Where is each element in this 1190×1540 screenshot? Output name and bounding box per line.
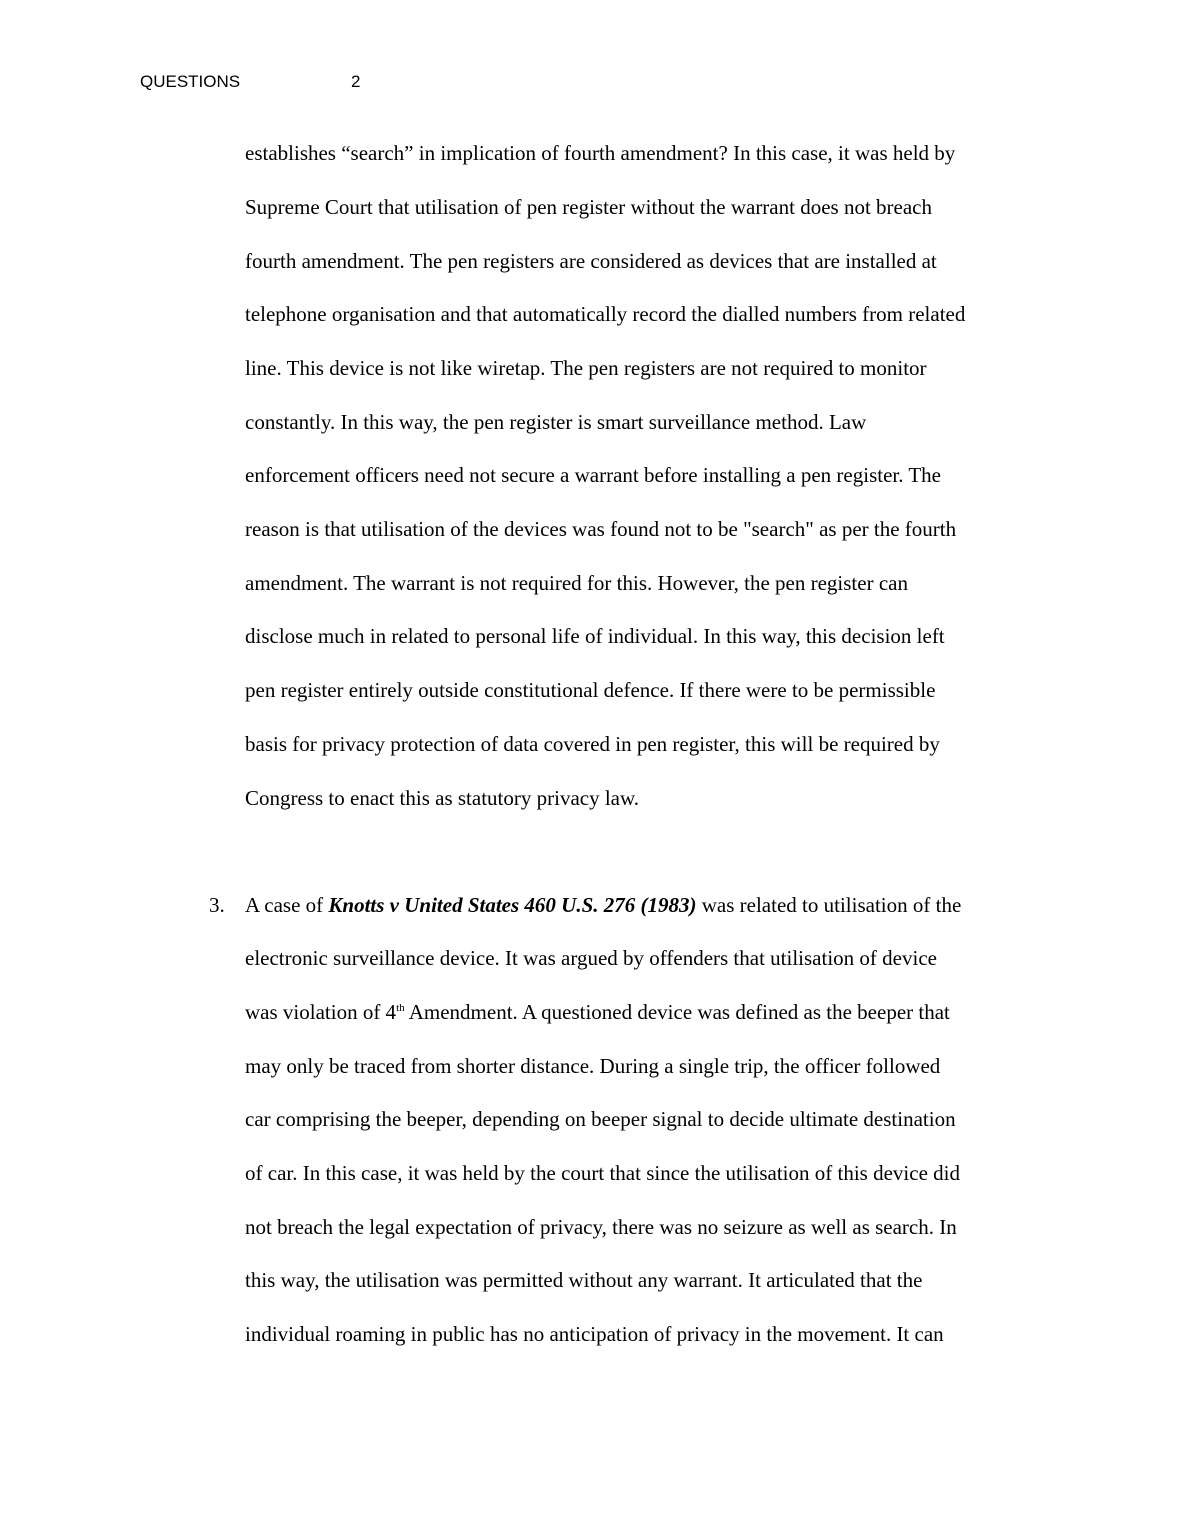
paragraph-line — [245, 895, 961, 916]
paragraph-line: enforcement officers need not secure a warrant before installing a pen register. The — [245, 463, 942, 487]
paragraph-line: this way, the utilisation was permitted without any warrant. It articulated that the — [245, 1268, 923, 1292]
line-text: was related to utilisation of the — [696, 893, 962, 917]
paragraph-line: Supreme Court that utilisation of pen register without the warrant does not breach — [245, 195, 932, 219]
list-item-number: 3. — [209, 893, 225, 917]
line-text: A case of — [245, 893, 329, 917]
header-page-number: 2 — [351, 72, 361, 91]
paragraph-line: electronic surveillance device. It was argued by offenders that utilisation of device — [245, 946, 937, 970]
paragraph-line — [245, 1002, 950, 1023]
paragraph-line: car comprising the beeper, depending on beeper signal to decide ultimate destination — [245, 1107, 956, 1131]
paragraph-line: pen register entirely outside constitutional defence. If there were to be permissible — [245, 678, 936, 702]
paragraph-line: amendment. The warrant is not required for this. However, the pen register can — [245, 571, 908, 595]
paragraph-line: telephone organisation and that automatically record the dialled numbers from related — [245, 302, 966, 326]
paragraph-line: may only be traced from shorter distance. During a single trip, the officer followed — [245, 1054, 941, 1078]
case-citation: Knotts v United States 460 U.S. 276 (1983) — [328, 893, 697, 917]
paragraph-line: reason is that utilisation of the devices was found not to be "search" as per the fourth — [245, 517, 957, 541]
paragraph-line: Congress to enact this as statutory privacy law. — [245, 786, 640, 810]
paragraph-line: constantly. In this way, the pen register is smart surveillance method. Law — [245, 410, 867, 434]
line-text: was violation of 4 — [245, 1000, 397, 1024]
header-title: QUESTIONS — [140, 72, 241, 91]
paragraph-line: of car. In this case, it was held by the court that since the utilisation of this device did — [245, 1161, 960, 1185]
paragraph-line: individual roaming in public has no anticipation of privacy in the movement. It can — [245, 1322, 944, 1346]
paragraph-line: disclose much in related to personal life of individual. In this way, this decision left — [245, 624, 945, 648]
paragraph-line: not breach the legal expectation of privacy, there was no seizure as well as search. In — [245, 1215, 957, 1239]
ordinal-superscript: th — [396, 1002, 405, 1014]
paragraph-line: fourth amendment. The pen registers are considered as devices that are installed at — [245, 249, 937, 273]
paragraph-line: line. This device is not like wiretap. The pen registers are not required to monitor — [245, 356, 927, 380]
line-text: Amendment. A questioned device was defined as the beeper that — [404, 1000, 950, 1024]
paragraph-line: basis for privacy protection of data covered in pen register, this will be required by — [245, 732, 940, 756]
paragraph-line: establishes “search” in implication of fourth amendment? In this case, it was held by — [245, 141, 956, 165]
